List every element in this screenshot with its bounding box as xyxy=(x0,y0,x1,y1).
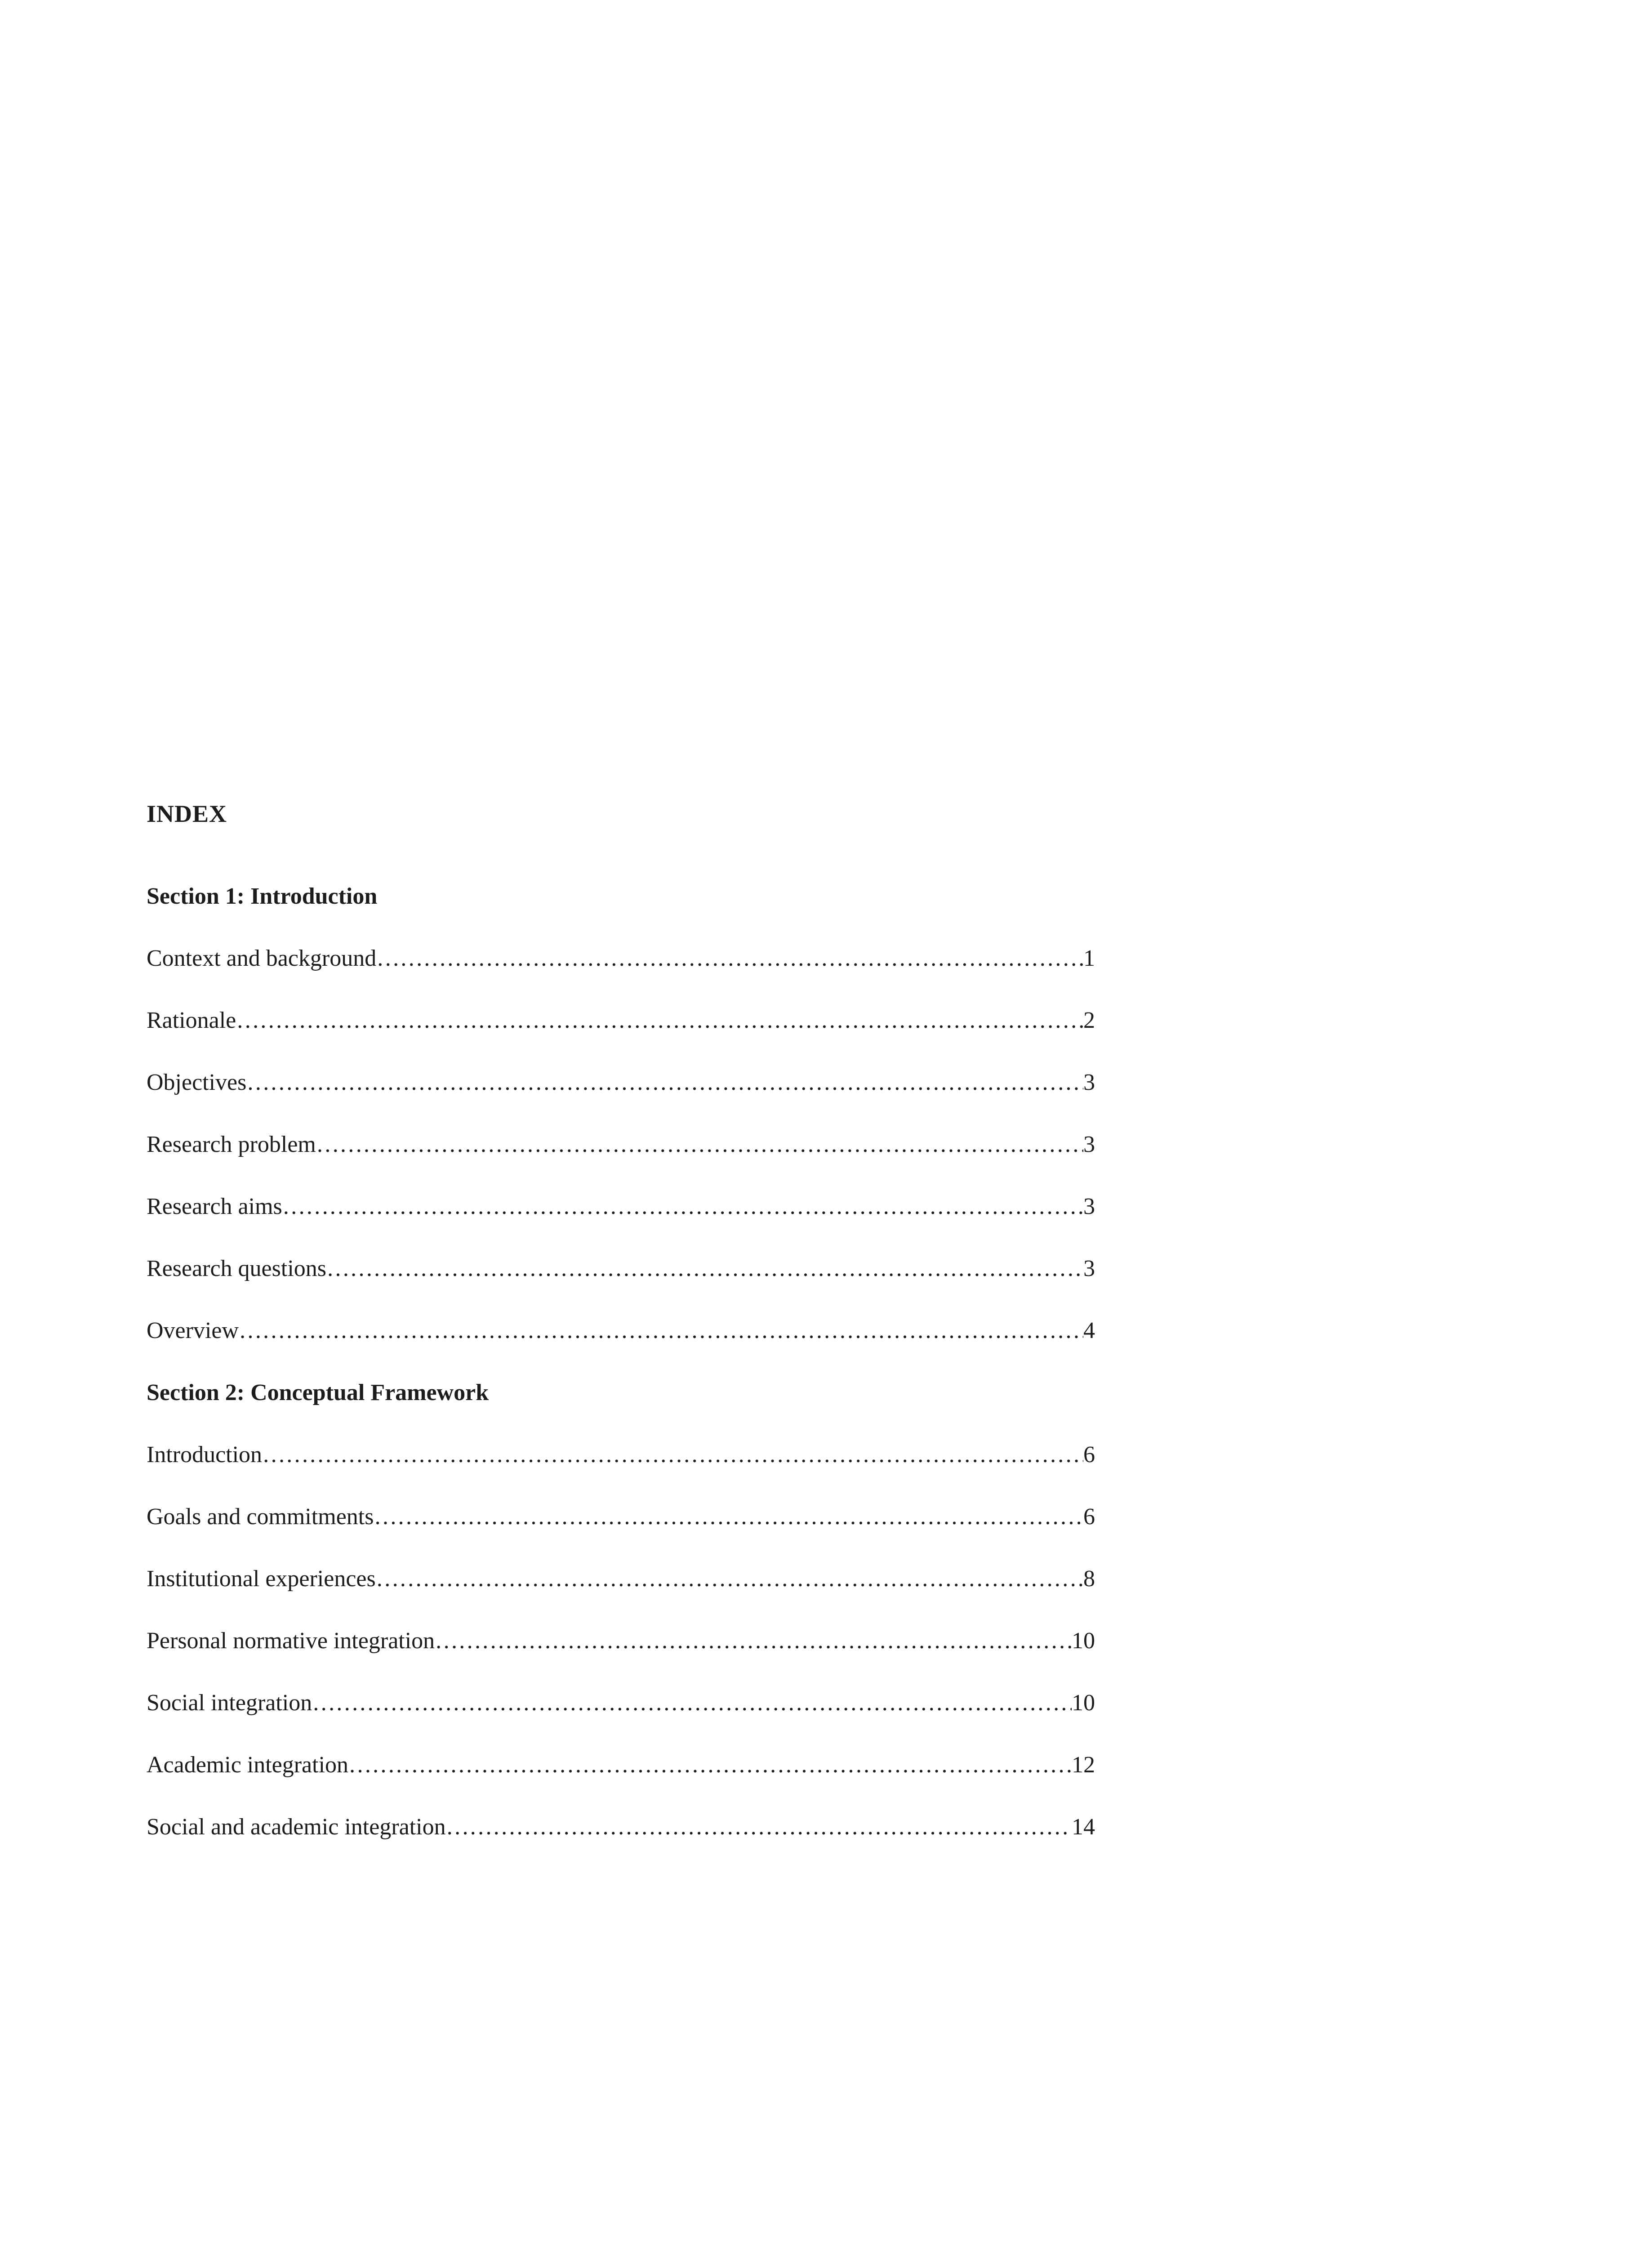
dot-leader xyxy=(262,1441,1083,1469)
dot-leader xyxy=(376,1565,1083,1593)
toc-entry-label: Objectives xyxy=(147,1070,247,1095)
toc-entry-label: Introduction xyxy=(147,1442,263,1467)
dot-leader xyxy=(282,1192,1083,1221)
toc-entry-page: 6 xyxy=(1083,1442,1095,1467)
toc-entry-introduction xyxy=(147,1441,1095,1469)
toc-entry-page: 10 xyxy=(1072,1628,1095,1654)
toc-entry-page: 3 xyxy=(1083,1132,1095,1157)
dot-leader xyxy=(376,944,1083,973)
toc-entry-research-questions xyxy=(147,1254,1095,1283)
toc-entry-page: 10 xyxy=(1072,1690,1095,1716)
dot-leader xyxy=(316,1130,1083,1159)
toc-entry-page: 12 xyxy=(1072,1752,1095,1778)
dot-leader xyxy=(312,1689,1072,1717)
toc-entry-page: 3 xyxy=(1083,1256,1095,1281)
toc-entry-objectives xyxy=(147,1068,1095,1097)
toc-entry-label: Research questions xyxy=(147,1256,327,1281)
toc-entry-context-and-background xyxy=(147,944,1095,973)
toc-entry-page: 8 xyxy=(1083,1566,1095,1592)
dot-leader xyxy=(374,1503,1083,1531)
toc-entry-page: 14 xyxy=(1072,1814,1095,1840)
toc-entry-page: 3 xyxy=(1083,1194,1095,1219)
toc-entry-page: 6 xyxy=(1083,1504,1095,1530)
toc-entry-page: 1 xyxy=(1083,946,1095,971)
toc-entry-page: 3 xyxy=(1083,1070,1095,1095)
toc-entry-social-and-academic-integration xyxy=(147,1813,1095,1842)
toc-entry-social-integration xyxy=(147,1689,1095,1717)
dot-leader xyxy=(246,1068,1083,1097)
section-heading-conceptual-framework: Section 2: Conceptual Framework xyxy=(147,1380,489,1405)
dot-leader xyxy=(326,1254,1083,1283)
toc-entry-label: Research problem xyxy=(147,1132,316,1157)
section-heading-introduction: Section 1: Introduction xyxy=(147,883,378,909)
toc-entry-overview xyxy=(147,1316,1095,1345)
toc-entry-research-aims xyxy=(147,1192,1095,1221)
toc-entry-page: 4 xyxy=(1083,1318,1095,1343)
toc-entry-label: Context and background xyxy=(147,946,377,971)
toc-entry-label: Rationale xyxy=(147,1008,236,1033)
toc-entry-label: Social and academic integration xyxy=(147,1814,446,1840)
toc-entry-rationale xyxy=(147,1006,1095,1035)
toc-entry-goals-and-commitments xyxy=(147,1503,1095,1531)
toc-entry-label: Social integration xyxy=(147,1690,312,1716)
toc-entry-label: Personal normative integration xyxy=(147,1628,435,1654)
toc-entry-personal-normative-integration xyxy=(147,1627,1095,1655)
dot-leader xyxy=(239,1316,1083,1345)
toc-entry-research-problem xyxy=(147,1130,1095,1159)
index-title: INDEX xyxy=(147,800,227,827)
dot-leader xyxy=(236,1006,1083,1035)
dot-leader xyxy=(446,1813,1072,1842)
toc-entry-label: Institutional experiences xyxy=(147,1566,376,1592)
toc-entry-institutional-experiences xyxy=(147,1565,1095,1593)
toc-entry-label: Overview xyxy=(147,1318,239,1343)
toc-entry-label: Research aims xyxy=(147,1194,282,1219)
dot-leader xyxy=(348,1751,1072,1780)
dot-leader xyxy=(435,1627,1072,1655)
toc-entry-label: Academic integration xyxy=(147,1752,349,1778)
toc-entry-label: Goals and commitments xyxy=(147,1504,374,1530)
toc-entry-academic-integration xyxy=(147,1751,1095,1780)
toc-entry-page: 2 xyxy=(1083,1008,1095,1033)
